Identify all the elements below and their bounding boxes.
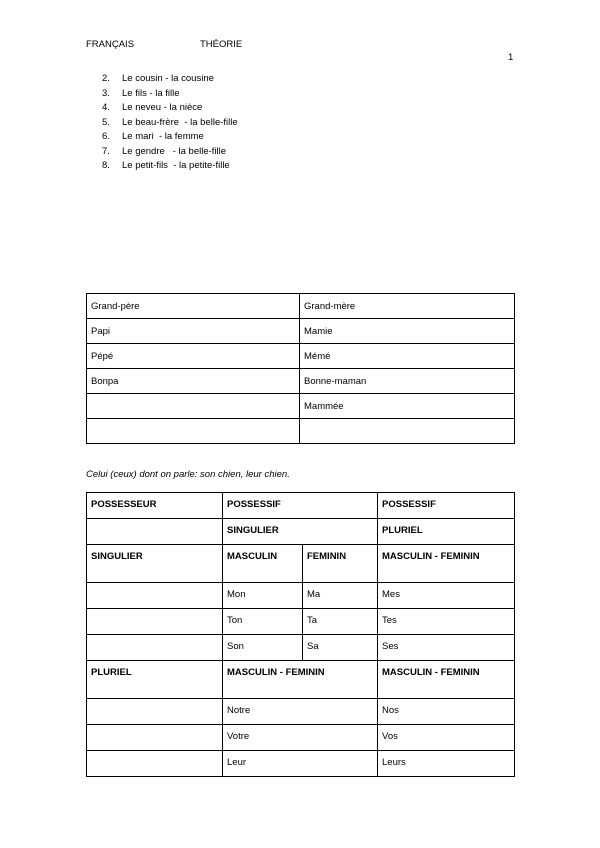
grandparents-table [86, 293, 515, 444]
list-item: 7. Le gendre - la belle-fille [102, 145, 227, 157]
table-cell: Pépé [87, 344, 300, 369]
table-cell [87, 419, 300, 444]
table-cell: Bonpa [87, 369, 300, 394]
table-row [87, 369, 515, 394]
table-cell: Ses [378, 635, 515, 661]
table-row [87, 344, 515, 369]
table-row [87, 725, 515, 751]
table-cell: Ta [303, 609, 378, 635]
table-cell: Sa [303, 635, 378, 661]
plural-masc-fem-sing-header: MASCULIN - FEMININ [223, 661, 378, 699]
table-row [87, 394, 515, 419]
table-cell: Ton [223, 609, 303, 635]
possessive-table [86, 492, 515, 777]
plural-masc-fem-plur-header: MASCULIN - FEMININ [378, 661, 515, 699]
table-row [87, 751, 515, 777]
possessive-note: Celui (ceux) dont on parle: son chien, leur chien. [86, 469, 290, 480]
singulier-header: SINGULIER [223, 519, 378, 545]
table-cell: Mammée [300, 394, 515, 419]
section-label: THÉORIE [200, 39, 243, 50]
list-item: 5. Le beau-frère - la belle-fille [102, 116, 238, 128]
table-row [87, 419, 515, 444]
table-cell: Votre [223, 725, 378, 751]
table-cell: Ma [303, 583, 378, 609]
list-item: 8. Le petit-fils - la petite-fille [102, 160, 230, 171]
table-cell: Papi [87, 319, 300, 344]
subject-label: FRANÇAIS [86, 39, 135, 50]
table-cell [87, 519, 223, 545]
list-item: 6. Le mari - la femme [102, 131, 204, 142]
family-list [102, 72, 238, 174]
list-item: 2. Le cousin - la cousine [102, 73, 214, 84]
table-cell: Nos [378, 699, 515, 725]
table-row [87, 545, 515, 583]
table-row [87, 319, 515, 344]
possesseur-header: POSSESSEUR [87, 493, 223, 519]
table-cell: Bonne-maman [300, 369, 515, 394]
table-row [87, 519, 515, 545]
table-cell: Leurs [378, 751, 515, 777]
table-row [87, 661, 515, 699]
table-cell [87, 394, 300, 419]
possessif-singular-header: POSSESSIF [223, 493, 378, 519]
table-cell: Mamie [300, 319, 515, 344]
table-cell: Mes [378, 583, 515, 609]
table-cell [87, 583, 223, 609]
masc-fem-header: MASCULIN - FEMININ [378, 545, 515, 583]
singulier-row-label: SINGULIER [87, 545, 223, 583]
table-cell: Notre [223, 699, 378, 725]
page-number: 1 [508, 52, 514, 63]
pluriel-row-label: PLURIEL [87, 661, 223, 699]
table-cell: Grand-mère [300, 294, 515, 319]
table-cell: Tes [378, 609, 515, 635]
table-cell: Leur [223, 751, 378, 777]
masculin-header: MASCULIN [223, 545, 303, 583]
table-row [87, 294, 515, 319]
table-cell [87, 635, 223, 661]
list-item: 4. Le neveu - la nièce [102, 102, 203, 113]
possessif-plural-header: POSSESSIF [378, 493, 515, 519]
table-cell: Mon [223, 583, 303, 609]
table-cell: Grand-père [87, 294, 300, 319]
table-row [87, 493, 515, 519]
table-row [87, 699, 515, 725]
table-row [87, 583, 515, 609]
table-cell [87, 751, 223, 777]
table-cell [87, 699, 223, 725]
table-cell [300, 419, 515, 444]
table-cell [87, 725, 223, 751]
list-item: 3. Le fils - la fille [102, 87, 180, 99]
pluriel-header: PLURIEL [378, 519, 515, 545]
table-row [87, 609, 515, 635]
table-cell [87, 609, 223, 635]
table-cell: Mémé [300, 344, 515, 369]
table-row [87, 635, 515, 661]
table-cell: Vos [378, 725, 515, 751]
feminin-header: FEMININ [303, 545, 378, 583]
table-cell: Son [223, 635, 303, 661]
